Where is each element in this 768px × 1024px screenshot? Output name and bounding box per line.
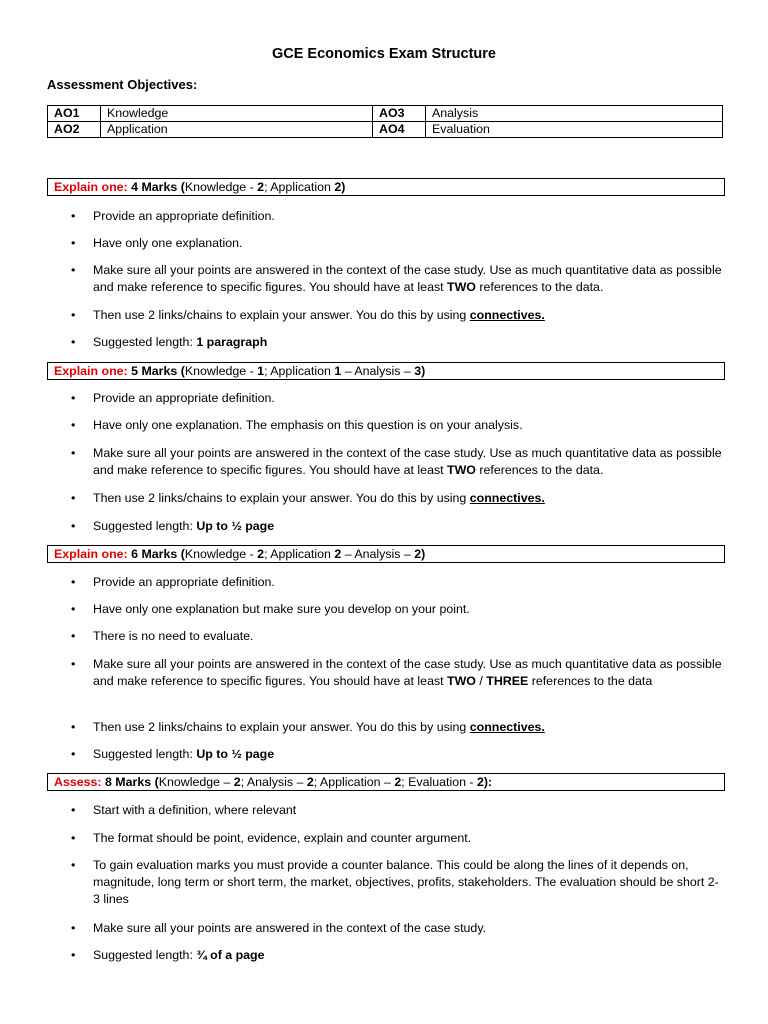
ao-label: Analysis xyxy=(426,106,723,122)
list-item xyxy=(93,628,723,645)
marks-value: 6 Marks xyxy=(127,547,178,561)
list-item xyxy=(93,601,723,618)
mark-breakdown-part: Knowledge - xyxy=(184,547,258,561)
question-type-label: Explain one: xyxy=(54,364,128,378)
marks-value: 5 Marks xyxy=(127,364,178,378)
list-item-text: Have only one explanation but make sure you develop on your point. xyxy=(93,602,470,616)
list-item-text: TWO xyxy=(447,280,476,294)
mark-breakdown-part: 2) xyxy=(414,547,426,561)
mark-breakdown-part: ; Application – xyxy=(313,775,395,789)
list-item xyxy=(93,262,723,296)
mark-breakdown-part: 2 xyxy=(477,775,484,789)
mark-breakdown-part: 2 xyxy=(306,775,314,789)
list-item-text: Suggested length: xyxy=(93,519,197,533)
breakdown-open: ( xyxy=(177,547,185,561)
breakdown-open: ( xyxy=(177,180,185,194)
ao-code: AO2 xyxy=(48,122,101,138)
list-item xyxy=(93,334,723,351)
ao-code: AO1 xyxy=(48,106,101,122)
mark-breakdown-part: 2 xyxy=(334,547,342,561)
list-item xyxy=(93,208,723,225)
table-row xyxy=(48,106,723,122)
mark-breakdown-part: Knowledge – xyxy=(158,775,234,789)
list-item xyxy=(93,307,723,324)
mark-breakdown-part: – Analysis – xyxy=(341,547,415,561)
mark-breakdown-part: 1 xyxy=(334,364,342,378)
mark-breakdown-part: 2) xyxy=(334,180,346,194)
mark-breakdown-part: 2 xyxy=(257,547,265,561)
list-item-text: Up to ½ page xyxy=(196,747,275,761)
assessment-objectives-heading: Assessment Objectives: xyxy=(47,77,198,92)
list-item-text: To gain evaluation marks you must provide a counter balance. This could be along the lines of it depends on, magnitude, long term or short term, the market, objectives, profits, stakeholders. The evaluation should be short 2-3 lines xyxy=(93,858,719,906)
list-item-text: Provide an appropriate definition. xyxy=(93,575,275,589)
ao-label: Evaluation xyxy=(426,122,723,138)
list-item-text: Then use 2 links/chains to explain your answer. You do this by using xyxy=(93,308,470,322)
mark-breakdown-part: 2 xyxy=(233,775,241,789)
mark-breakdown-part: Knowledge - xyxy=(184,364,258,378)
assessment-objectives-table xyxy=(47,105,723,138)
list-item-text: Start with a definition, where relevant xyxy=(93,803,297,817)
ao-code: AO4 xyxy=(373,122,426,138)
list-item-text: There is no need to evaluate. xyxy=(93,629,254,643)
marks-value: 4 Marks xyxy=(127,180,178,194)
list-item-text: Have only one explanation. xyxy=(93,236,243,250)
breakdown-open: ( xyxy=(151,775,159,789)
list-item-text: Make sure all your points are answered in the context of the case study. Use as much quantitative data as possible and make reference to specific figures. You should have at least xyxy=(93,446,722,477)
question-type-label: Explain one: xyxy=(54,180,128,194)
list-item-text: Suggested length: xyxy=(93,948,197,962)
mark-breakdown-part: ; Application xyxy=(264,364,335,378)
list-item-text: references to the data. xyxy=(475,280,604,294)
list-item-text: 1 paragraph xyxy=(196,335,268,349)
list-item-text: The format should be point, evidence, explain and counter argument. xyxy=(93,831,472,845)
question-type-header xyxy=(47,362,725,380)
table-row xyxy=(48,122,723,138)
list-item-text: references to the data xyxy=(528,674,653,688)
list-item-text: Make sure all your points are answered in the context of the case study. Use as much quantitative data as possible and make reference to specific figures. You should have at least xyxy=(93,657,722,688)
mark-breakdown-part: 2 xyxy=(394,775,402,789)
list-item xyxy=(93,235,723,252)
ao-code: AO3 xyxy=(373,106,426,122)
list-item-text: Make sure all your points are answered in the context of the case study. xyxy=(93,921,487,935)
mark-breakdown-part: Knowledge - xyxy=(184,180,258,194)
mark-breakdown-part: ): xyxy=(483,775,493,789)
question-type-header xyxy=(47,178,725,196)
list-item xyxy=(93,490,723,507)
list-item-text: connectives. xyxy=(469,491,545,505)
list-item xyxy=(93,802,723,819)
list-item-text: ¾ of a page xyxy=(196,948,265,962)
list-item xyxy=(93,656,723,690)
question-type-header xyxy=(47,773,725,791)
mark-breakdown-part: ; Analysis – xyxy=(240,775,307,789)
mark-breakdown-part: ; Application xyxy=(264,180,335,194)
breakdown-open: ( xyxy=(177,364,185,378)
mark-breakdown-part: 3) xyxy=(414,364,426,378)
mark-breakdown-part: ; Evaluation - xyxy=(401,775,477,789)
ao-label: Knowledge xyxy=(101,106,373,122)
question-type-label: Explain one: xyxy=(54,547,128,561)
list-item-text: Up to ½ page xyxy=(196,519,275,533)
question-type-label: Assess: xyxy=(54,775,102,789)
list-item-text: TWO xyxy=(447,463,476,477)
mark-breakdown-part: 2 xyxy=(257,180,265,194)
list-item-text: Have only one explanation. The emphasis on this question is on your analysis. xyxy=(93,418,523,432)
list-item xyxy=(93,947,723,964)
marks-value: 8 Marks xyxy=(101,775,152,789)
list-item-text: / xyxy=(475,674,487,688)
list-item-text: Provide an appropriate definition. xyxy=(93,209,275,223)
list-item xyxy=(93,390,723,407)
mark-breakdown-part: ; Application xyxy=(264,547,335,561)
list-item xyxy=(93,920,723,937)
list-item-text: Then use 2 links/chains to explain your answer. You do this by using xyxy=(93,491,470,505)
list-item xyxy=(93,445,723,479)
list-item xyxy=(93,417,723,434)
list-item-text: Suggested length: xyxy=(93,335,197,349)
list-item-text: connectives. xyxy=(469,308,545,322)
list-item-text: THREE xyxy=(486,674,529,688)
list-item-text: TWO xyxy=(447,674,476,688)
list-item xyxy=(93,719,723,736)
question-type-header xyxy=(47,545,725,563)
list-item-text: Then use 2 links/chains to explain your answer. You do this by using xyxy=(93,720,470,734)
mark-breakdown-part: 1 xyxy=(257,364,265,378)
list-item xyxy=(93,574,723,591)
ao-label: Application xyxy=(101,122,373,138)
list-item xyxy=(93,830,723,847)
list-item xyxy=(93,857,723,908)
list-item-text: references to the data. xyxy=(475,463,604,477)
list-item-text: connectives. xyxy=(469,720,545,734)
list-item-text: Make sure all your points are answered in the context of the case study. Use as much quantitative data as possible and make reference to specific figures. You should have at least xyxy=(93,263,722,294)
list-item-text: Suggested length: xyxy=(93,747,197,761)
list-item-text: Provide an appropriate definition. xyxy=(93,391,275,405)
list-item xyxy=(93,746,723,763)
mark-breakdown-part: – Analysis – xyxy=(341,364,415,378)
page-title: GCE Economics Exam Structure xyxy=(271,46,496,62)
list-item xyxy=(93,518,723,535)
